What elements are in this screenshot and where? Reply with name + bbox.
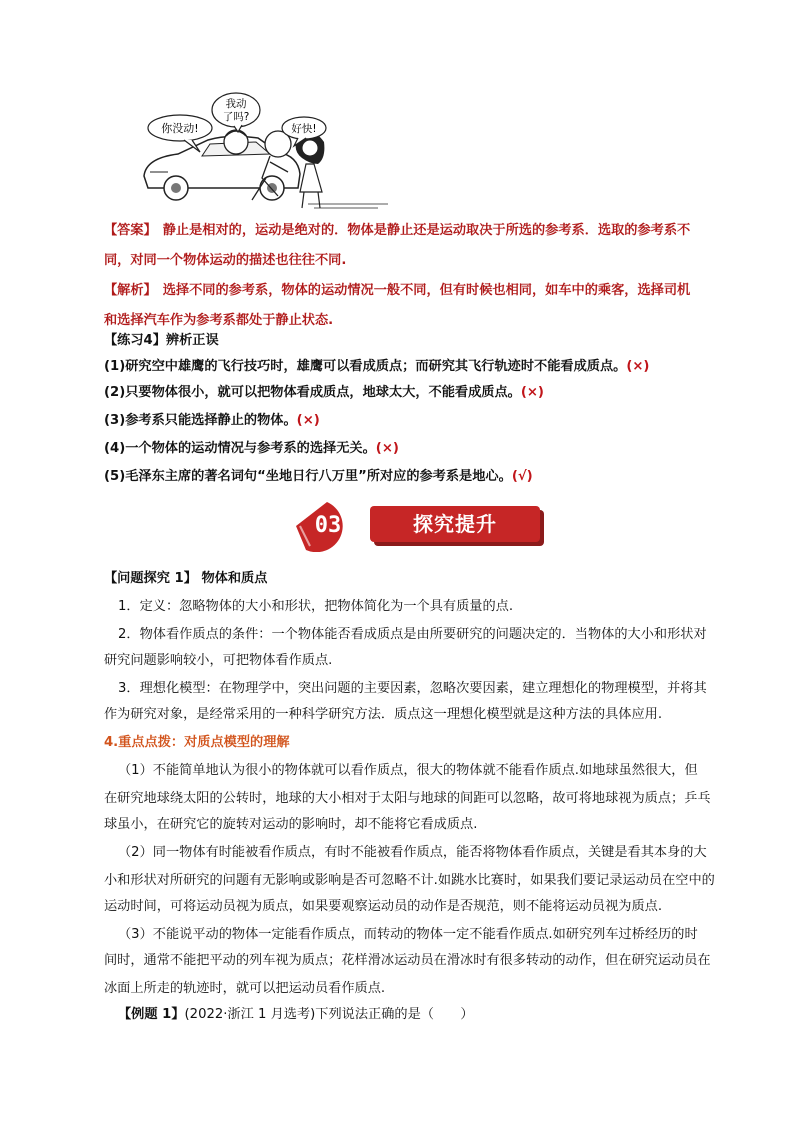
practice-title: 【练习4】辨析正误 [104,333,219,348]
keypoint-1-line3: 球虽小，在研究它的旋转对运动的影响时，却不能将它看成质点. [104,817,478,832]
inquiry-title: 【问题探究 1】 物体和质点 [104,571,268,586]
analysis-text-line1: 选择不同的参考系，物体的运动情况一般不同，但有时候也相同，如车中的乘客，选择司机 [162,283,691,298]
cartoon-illustration [138,92,392,212]
section-number: 03 [314,513,342,538]
example-text: (2022·浙江 1 月选考)下列说法正确的是（ ） [184,1007,474,1022]
practice-item-mark: (×) [520,385,544,400]
keypoint-title: 4.重点点拨：对质点模型的理解 [104,735,290,750]
inquiry-p2-line2: 研究问题影响较小，可把物体看作质点. [104,653,333,668]
practice-item-mark: (×) [375,441,399,456]
practice-item-mark: (×) [626,359,650,374]
section-header [292,500,552,552]
practice-item-text: (1)研究空中雄鹰的飞行技巧时，雄鹰可以看成质点；而研究其飞行轨迹时不能看成质点。 [104,359,627,374]
practice-item-text: (4)一个物体的运动情况与参考系的选择无关。 [104,441,376,456]
practice-item-text: (2)只要物体很小，就可以把物体看成质点，地球太大，不能看成质点。 [104,385,521,400]
answer-text-line1: 静止是相对的，运动是绝对的．物体是静止还是运动取决于所选的参考系．选取的参考系不 [162,223,691,238]
keypoint-3-line1: （3）不能说平动的物体一定能看作质点，而转动的物体一定不能看作质点.如研究列车过桥经历的时 [118,927,698,942]
keypoint-3-line3: 冰面上所走的轨迹时，就可以把运动员看作质点. [104,981,386,996]
example-tag: 【例题 1】 [118,1007,185,1022]
section-title: 探究提升 [413,512,497,536]
keypoint-2-line2: 小和形状对所研究的问题有无影响或影响是否可忽略不计.如跳水比赛时，如果我们要记录运动员在空中的 [104,873,715,888]
practice-item-mark: (√) [511,469,533,484]
keypoint-2-line1: （2）同一物体有时能被看作质点，有时不能被看作质点，能否将物体看作质点，关键是看其本身的大 [118,845,707,860]
bubble-1-text: 你没动! [161,122,199,135]
section-title-box [370,506,540,542]
bubble-2-line2: 了吗? [222,111,250,123]
bubble-2-line1: 我动 [225,98,247,110]
practice-item [104,436,724,462]
practice-item-text: (3)参考系只能选择静止的物体。 [104,413,297,428]
answer-tag: 【答案】 [104,223,157,238]
inquiry-p2-line1: 2．物体看作质点的条件：一个物体能否看成质点是由所要研究的问题决定的．当物体的大小和形状对 [118,627,707,642]
keypoint-3-line2: 间时，通常不能把平动的列车视为质点；花样滑冰运动员在滑冰时有很多转动的动作，但在研究运动员在 [104,953,711,968]
keypoint-1-line2: 在研究地球绕太阳的公转时，地球的大小相对于太阳与地球的间距可以忽略，故可将地球视为质点；乒乓 [104,791,711,806]
practice-item [104,464,724,490]
answer-text-line2: 同，对同一个物体运动的描述也往往不同. [104,253,347,268]
practice-item [104,354,724,380]
analysis-text-line2: 和选择汽车作为参考系都处于静止状态. [104,313,334,328]
keypoint-2-line3: 运动时间，可将运动员视为质点，如果要观察运动员的动作是否规范，则不能将运动员视为质点. [104,899,663,914]
analysis-block [104,276,724,336]
keypoint-1-line1: （1）不能简单地认为很小的物体就可以看作质点，很大的物体就不能看作质点.如地球虽然很大，但 [118,763,698,778]
practice-item [104,380,724,406]
practice-item [104,408,724,434]
inquiry-p1: 1．定义：忽略物体的大小和形状，把物体简化为一个具有质量的点. [118,599,514,614]
practice-item-mark: (×) [296,413,320,428]
inquiry-p3-line2: 作为研究对象，是经常采用的一种科学研究方法．质点这一理想化模型就是这种方法的具体应用. [104,707,663,722]
answer-block [104,216,724,276]
example-line [118,1002,738,1028]
analysis-tag: 【解析】 [104,283,157,298]
bubble-3-text: 好快! [291,123,317,135]
inquiry-p3-line1: 3．理想化模型：在物理学中，突出问题的主要因素，忽略次要因素，建立理想化的物理模型，并将其 [118,681,707,696]
practice-item-text: (5)毛泽东主席的著名词句“坐地日行八万里”所对应的参考系是地心。 [104,469,512,484]
